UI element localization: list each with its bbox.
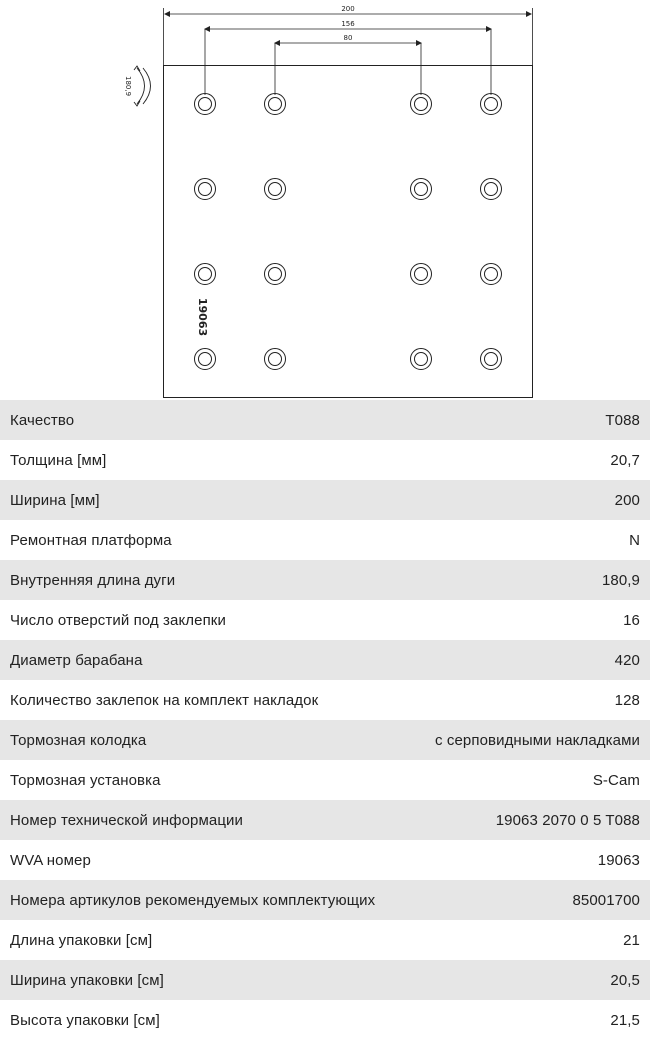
spec-value: 20,7 (610, 451, 640, 469)
specifications-table (0, 400, 650, 1040)
spec-row-rivets-per-set (0, 680, 650, 720)
dimension-outer-label: 156 (341, 20, 355, 28)
spec-row-thickness (0, 440, 650, 480)
spec-label: Внутренняя длина дуги (10, 571, 176, 589)
rivet-hole (481, 264, 502, 285)
rivet-hole (265, 349, 286, 370)
dimension-inner-label: 80 (343, 34, 353, 42)
rivet-hole (195, 94, 216, 115)
spec-row-package-width (0, 960, 650, 1000)
rivet-hole (195, 264, 216, 285)
spec-row-width (0, 480, 650, 520)
spec-label: Тормозная колодка (10, 731, 147, 749)
spec-label: Количество заклепок на комплект накладок (10, 691, 319, 709)
spec-label: Ремонтная платформа (10, 531, 172, 549)
spec-row-inner-arc-length (0, 560, 650, 600)
rivet-hole (265, 264, 286, 285)
rivet-hole (481, 179, 502, 200)
spec-value: 180,9 (601, 571, 640, 589)
spec-value: 21,5 (610, 1011, 640, 1029)
spec-value: 128 (614, 691, 640, 709)
spec-value: N (629, 531, 640, 549)
spec-label: Номер технической информации (10, 811, 243, 829)
rivet-hole (265, 94, 286, 115)
spec-value: 19063 (597, 851, 640, 869)
spec-value: 21 (623, 931, 640, 949)
spec-value: 19063 2070 0 5 T088 (495, 811, 640, 829)
spec-value: 16 (623, 611, 640, 629)
spec-row-brake-system (0, 760, 650, 800)
spec-row-brake-shoe (0, 720, 650, 760)
spec-label: Высота упаковки [см] (10, 1011, 160, 1029)
spec-label: Длина упаковки [см] (10, 931, 153, 949)
rivet-hole (195, 349, 216, 370)
rivet-hole (411, 264, 432, 285)
part-number-marking: 19063 (196, 297, 209, 337)
spec-row-rivet-holes (0, 600, 650, 640)
spec-label: Число отверстий под заклепки (10, 611, 226, 629)
spec-row-drum-diameter (0, 640, 650, 680)
spec-label: Ширина [мм] (10, 491, 100, 509)
spec-row-package-height (0, 1000, 650, 1040)
spec-value: 85001700 (572, 891, 640, 909)
spec-row-recommended-articles (0, 880, 650, 920)
spec-value: с серповидными накладками (435, 731, 640, 749)
rivet-hole (195, 179, 216, 200)
dimension-total-label: 200 (341, 5, 355, 13)
spec-value: T088 (605, 411, 640, 429)
spec-label: Ширина упаковки [см] (10, 971, 164, 989)
spec-label: Тормозная установка (10, 771, 161, 789)
spec-value: 20,5 (610, 971, 640, 989)
spec-row-tech-info-number (0, 800, 650, 840)
rivet-hole (481, 94, 502, 115)
spec-row-package-length (0, 920, 650, 960)
spec-row-wva-number (0, 840, 650, 880)
spec-value: 420 (614, 651, 640, 669)
spec-label: Диаметр барабана (10, 651, 143, 669)
spec-label: Номера артикулов рекомендуемых комплектующих (10, 891, 376, 909)
spec-row-repair-platform (0, 520, 650, 560)
spec-label: WVA номер (10, 851, 91, 869)
rivet-hole (265, 179, 286, 200)
rivet-hole (411, 349, 432, 370)
rivet-hole (481, 349, 502, 370)
brake-lining-drawing (0, 0, 650, 400)
spec-label: Толщина [мм] (10, 451, 107, 469)
spec-row-quality (0, 400, 650, 440)
rivet-hole (411, 94, 432, 115)
spec-value: 200 (614, 491, 640, 509)
rivet-hole-grid (195, 94, 502, 370)
spec-label: Качество (10, 411, 75, 429)
technical-drawing (0, 0, 650, 400)
rivet-hole (411, 179, 432, 200)
spec-value: S-Cam (592, 771, 640, 789)
lining-outline (164, 66, 533, 398)
arc-dimension-symbol (124, 66, 151, 106)
arc-dimension-label: 180,9 (124, 75, 132, 97)
